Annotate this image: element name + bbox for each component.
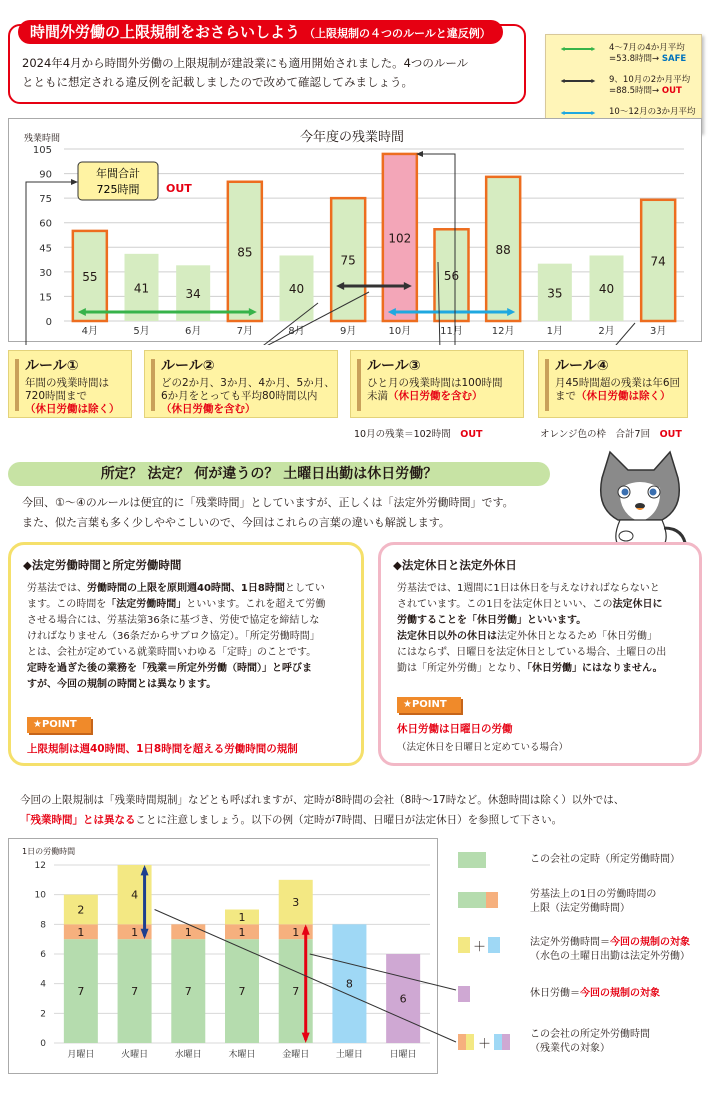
legend-text-line: （水色の土曜日出勤は法定外労働） <box>530 951 690 962</box>
rule-text: まで <box>555 390 576 402</box>
x-tick-label: 金曜日 <box>282 1050 310 1060</box>
x-tick-label: 7月 <box>236 326 254 337</box>
box-body-line <box>397 629 666 645</box>
x-tick-label: 8月 <box>288 326 305 337</box>
chart-y-label: 1日の労働時間 <box>22 847 76 856</box>
header-intro-line: 2024年4月から時間外労働の上限規制が建設業にも適用開始されました。4つのルール <box>22 56 469 70</box>
x-tick-label: 5月 <box>133 326 150 337</box>
x-tick-label: 月曜日 <box>67 1050 95 1060</box>
legend-text <box>530 888 656 916</box>
chart-title: 今年度の残業時間 <box>300 130 405 145</box>
header-intro-line: とともに想定される違反例を記載しましたので改めて確認してみましょう。 <box>22 75 413 89</box>
legend-value: =53.8時間→ <box>609 54 660 64</box>
box-body-line <box>27 629 325 645</box>
bar-value-label: 75 <box>340 253 356 268</box>
rule-text: 6か月をとっても平均80時間以内 <box>161 390 318 402</box>
y-tick-label: 4 <box>40 979 46 990</box>
legend-swatch-yellow <box>458 937 470 953</box>
legend-swatch-yellow <box>466 1034 474 1050</box>
rule-title: ルール① <box>25 358 79 374</box>
bottom-para-line <box>20 810 700 830</box>
box-body-line <box>397 597 666 613</box>
y-tick-label: 12 <box>34 861 46 871</box>
box-body-text: にはならず、日曜日を法定休日としている場合、土曜日の出 <box>397 647 667 658</box>
point-text: 休日労働は日曜日の労働 <box>397 723 513 735</box>
plus-sign: ＋ <box>478 1037 492 1052</box>
y-tick-label: 90 <box>39 169 52 181</box>
box-body-text: としてい <box>284 583 325 594</box>
rule-2-box <box>144 350 338 418</box>
box-body-line <box>397 661 666 677</box>
box-body-text: といいます。これを超えて労働 <box>186 599 326 610</box>
legend-status: SAFE <box>661 54 687 64</box>
bar-value-label: 35 <box>547 286 563 301</box>
rule-text: （休日労働を <box>388 390 451 402</box>
section-intro-line: 今回、①～④のルールは便宜的に「残業時間」としていますが、正しくは「法定外労働時間」です。 <box>22 496 514 509</box>
legend-text-line: 休日労働＝ <box>530 988 580 999</box>
bar-value-label: 102 <box>388 231 412 246</box>
bar-value-label: 40 <box>288 282 305 297</box>
y-tick-label: 0 <box>40 1039 46 1049</box>
x-tick-label: 9月 <box>339 326 357 337</box>
legend-swatch-blue <box>488 937 500 953</box>
x-tick-label: 3月 <box>649 326 667 337</box>
legend-text-line: 上限（法定労働時間） <box>530 903 630 914</box>
bar-value-label: 4 <box>131 888 139 902</box>
page-subtitle: （上限規制の４つのルールと違反例） <box>304 27 491 40</box>
chart-y-label: 残業時間 <box>24 134 61 144</box>
x-tick-label: 10月 <box>388 326 412 337</box>
legend-text-emphasis: 今回の規制の対象 <box>610 937 690 948</box>
y-tick-label: 15 <box>39 292 52 304</box>
box-body-emphasis: 定時を過ぎた後の業務を「残業＝所定外労働（時間）」と呼びま <box>27 663 312 674</box>
box-body-emphasis: 「法定労働時間」 <box>106 599 187 610</box>
rule-4-note <box>540 426 682 440</box>
section-intro-line: また、似た言葉も多く少しややこしいので、今回はこれらの言葉の違いも解説します。 <box>22 516 450 529</box>
bar-value-label: 7 <box>292 985 300 999</box>
rule-1-box <box>8 350 132 418</box>
bar-value-label: 1 <box>238 925 246 939</box>
rule-text: （休日労働は <box>576 390 639 402</box>
rule-text: ひと月の残業時間は100時間 <box>367 377 503 389</box>
bar-value-label: 56 <box>443 269 460 284</box>
box-body-line <box>27 661 325 677</box>
cat-illustration <box>580 448 700 553</box>
legend-text-line: この会社の所定外労働時間 <box>530 1029 650 1040</box>
bar-value-label: 1 <box>292 925 300 939</box>
rule-text: （休日労働は <box>25 403 88 415</box>
box-body-emphasis: すが、今回の規制の時間とは異なります。 <box>27 679 217 690</box>
bar-value-label: 1 <box>77 925 85 939</box>
box-body-emphasis: 法定休日に <box>612 599 663 610</box>
rule-text: ） <box>109 403 120 415</box>
legend-swatch-purple <box>458 986 470 1002</box>
bar-value-label: 7 <box>77 985 85 999</box>
x-tick-label: 木曜日 <box>228 1050 256 1060</box>
y-tick-label: 45 <box>39 243 52 255</box>
bar-value-label: 6 <box>399 992 407 1006</box>
y-tick-label: 6 <box>40 950 46 960</box>
connector-line <box>310 954 456 990</box>
box-body-line <box>397 645 666 661</box>
point-tag: ★POINT <box>397 697 461 713</box>
rule-text: 含む <box>451 390 472 402</box>
legend-status: OUT <box>661 86 682 96</box>
legend-label: 4～7月の4か月平均 <box>609 43 685 53</box>
rule-3-note <box>354 426 483 440</box>
section-banner: 所定？ 法定？ 何が違うの？ 土曜日出勤は休日労働？ <box>8 462 550 486</box>
note-status: OUT <box>659 429 682 440</box>
y-tick-label: 30 <box>39 267 52 279</box>
rule-text: 含む <box>224 403 245 415</box>
rule-text: 月45時間超の残業は年6回 <box>555 377 681 389</box>
box-body-text: とは、会社が定めている就業時間いわゆる「定時」のことです。 <box>27 647 317 658</box>
point-tag: ★POINT <box>27 717 91 733</box>
point-subtext: （法定休日を日曜日と定めている場合） <box>397 742 569 753</box>
y-tick-label: 10 <box>34 890 46 901</box>
legend-text-line: 法定外労働時間＝ <box>530 937 610 948</box>
rule-text: ） <box>472 390 483 402</box>
x-tick-label: 6月 <box>184 326 202 337</box>
box-body-text: ければなりません（36条だからサブロク協定）。「所定労働時間」 <box>27 631 320 642</box>
rule-4-box <box>538 350 688 418</box>
box-body-text: されています。この1日を法定休日といい、この <box>397 599 613 610</box>
bar-value-label: 88 <box>495 242 511 257</box>
rule-3-box <box>350 350 524 418</box>
legend-text <box>530 1028 650 1056</box>
bar-value-label: 40 <box>598 282 615 297</box>
legend-swatch-orange <box>486 892 498 908</box>
box-body-emphasis: 労働時間の上限を原則週40時間、1日8時間 <box>87 583 285 594</box>
x-tick-label: 日曜日 <box>389 1050 417 1060</box>
legend-swatch-purple <box>502 1034 510 1050</box>
rule-text: ） <box>245 403 256 415</box>
x-tick-label: 火曜日 <box>121 1050 149 1060</box>
bar-value-label: 8 <box>345 977 353 991</box>
box-body-line <box>27 597 325 613</box>
page-title-text: 時間外労働の上限規制をおさらいしよう <box>30 23 301 41</box>
bar-value-label: 1 <box>238 910 246 924</box>
statutory-holiday-box <box>378 542 702 766</box>
box-body-emphasis: 法定休日以外の休日は <box>397 631 497 642</box>
box-body <box>27 581 325 693</box>
legend-text-line: 労基法上の1日の労働時間の <box>530 889 657 900</box>
box-body-text: 労基法では、 <box>27 583 87 594</box>
rule-text: （休日労働を <box>161 403 224 415</box>
x-tick-label: 1月 <box>546 326 564 337</box>
rule-text: 年間の残業時間は <box>25 377 109 389</box>
bottom-para-emphasis: 「残業時間」とは異なる <box>20 814 136 826</box>
y-tick-label: 75 <box>39 194 52 206</box>
annual-total-status: OUT <box>166 182 192 195</box>
bar-value-label: 1 <box>184 925 192 939</box>
point-text: 上限規制は週40時間、1日8時間を超える労働時間の規制 <box>27 743 298 755</box>
bar-value-label: 41 <box>133 281 150 296</box>
bottom-para-line: 今回の上限規制は「残業時間規制」などとも呼ばれますが、定時が8時間の会社（8時～17時など。休憩時間は除く）以外では、 <box>20 794 625 806</box>
x-tick-label: 4月 <box>81 326 99 337</box>
legend-text <box>530 987 660 1001</box>
bar-value-label: 55 <box>82 269 98 284</box>
rule-text: 720時間まで <box>25 390 88 402</box>
bar-value-label: 7 <box>184 985 192 999</box>
box-body-emphasis: 「休日労働」にはなりません。 <box>527 663 663 674</box>
bar-value-label: 34 <box>185 287 201 302</box>
bar-value-label: 7 <box>131 985 139 999</box>
rule-title: ルール② <box>161 358 215 374</box>
rule-text: 除く <box>639 390 660 402</box>
box-body-text: ます。この時間を <box>27 599 107 610</box>
note-status: OUT <box>460 429 483 440</box>
box-body-line <box>27 613 325 629</box>
box-body-line <box>27 645 325 661</box>
bar-value-label: 74 <box>650 254 666 269</box>
bar-value-label: 7 <box>238 985 246 999</box>
x-tick-label: 12月 <box>491 326 515 337</box>
legend-label: 9、10月の2か月平均 <box>609 75 691 85</box>
box-body-text: 法定外休日となるため「休日労働」 <box>497 631 657 642</box>
note-text: 10月の残業＝102時間 <box>354 429 451 440</box>
legend-text-emphasis: 今回の規制の対象 <box>580 988 660 999</box>
legend-label: 10～12月の3か月平均 <box>609 107 696 117</box>
statutory-hours-box <box>8 542 364 766</box>
box-body-text: 勤は「所定外労働」となり、 <box>397 663 527 674</box>
bar-value-label: 1 <box>131 925 139 939</box>
y-tick-label: 2 <box>40 1009 46 1020</box>
y-tick-label: 8 <box>40 920 46 931</box>
rule-title: ルール④ <box>555 358 609 374</box>
rule-text: 未満 <box>367 390 388 402</box>
x-tick-label: 土曜日 <box>335 1050 363 1060</box>
box-body-line <box>27 581 325 597</box>
legend-swatch-green <box>458 892 486 908</box>
note-text: オレンジ色の枠 合計7回 <box>540 429 651 440</box>
legend-swatch-green <box>458 852 486 868</box>
legend-swatch-orange <box>458 1034 466 1050</box>
rule-text: ） <box>660 390 671 402</box>
plus-sign: ＋ <box>473 940 487 955</box>
box-body-text: させる場合には、労基法第36条に基づき、労使で協定を締結しな <box>27 615 320 626</box>
box-body-emphasis: 労働することを「休日労働」といいます。 <box>397 615 587 626</box>
bar-value-label: 3 <box>292 896 300 910</box>
y-tick-label: 105 <box>32 145 52 156</box>
legend-text: この会社の定時（所定労働時間） <box>530 854 680 865</box>
box-body <box>397 581 666 677</box>
box-body-line <box>397 613 666 629</box>
box-body-line <box>397 581 666 597</box>
box-title: ◆法定労働時間と所定労働時間 <box>23 558 182 572</box>
legend-text <box>530 936 690 964</box>
rule-text: どの2か月、3か月、4か月、5か月、 <box>161 377 335 389</box>
annual-total-value: 725時間 <box>96 183 140 196</box>
box-title: ◆法定休日と法定外休日 <box>393 558 517 572</box>
box-body-text: 労基法では、1週間に1日は休日を与えなければならないと <box>397 583 660 594</box>
bottom-para-text: ことに注意しましょう。以下の例（定時が7時間、日曜日が法定休日）を参照して下さい。 <box>135 814 563 826</box>
x-tick-label: 水曜日 <box>174 1050 202 1060</box>
annual-total-label: 年間合計 <box>96 167 140 180</box>
box-body-line <box>27 677 325 693</box>
x-tick-label: 2月 <box>598 326 615 337</box>
rule-text: 除く <box>88 403 109 415</box>
bar-value-label: 85 <box>237 245 253 260</box>
rule-title: ルール③ <box>367 358 421 374</box>
bar-value-label: 2 <box>77 903 85 917</box>
connector-head <box>71 179 78 185</box>
overtime-chart <box>0 0 710 345</box>
y-tick-label: 0 <box>45 317 52 328</box>
legend-swatch-blue <box>494 1034 502 1050</box>
y-tick-label: 60 <box>39 218 52 230</box>
legend-value: =88.5時間→ <box>609 86 660 96</box>
legend-text-line: （残業代の対象） <box>530 1043 610 1054</box>
x-tick-label: 11月 <box>440 326 463 337</box>
